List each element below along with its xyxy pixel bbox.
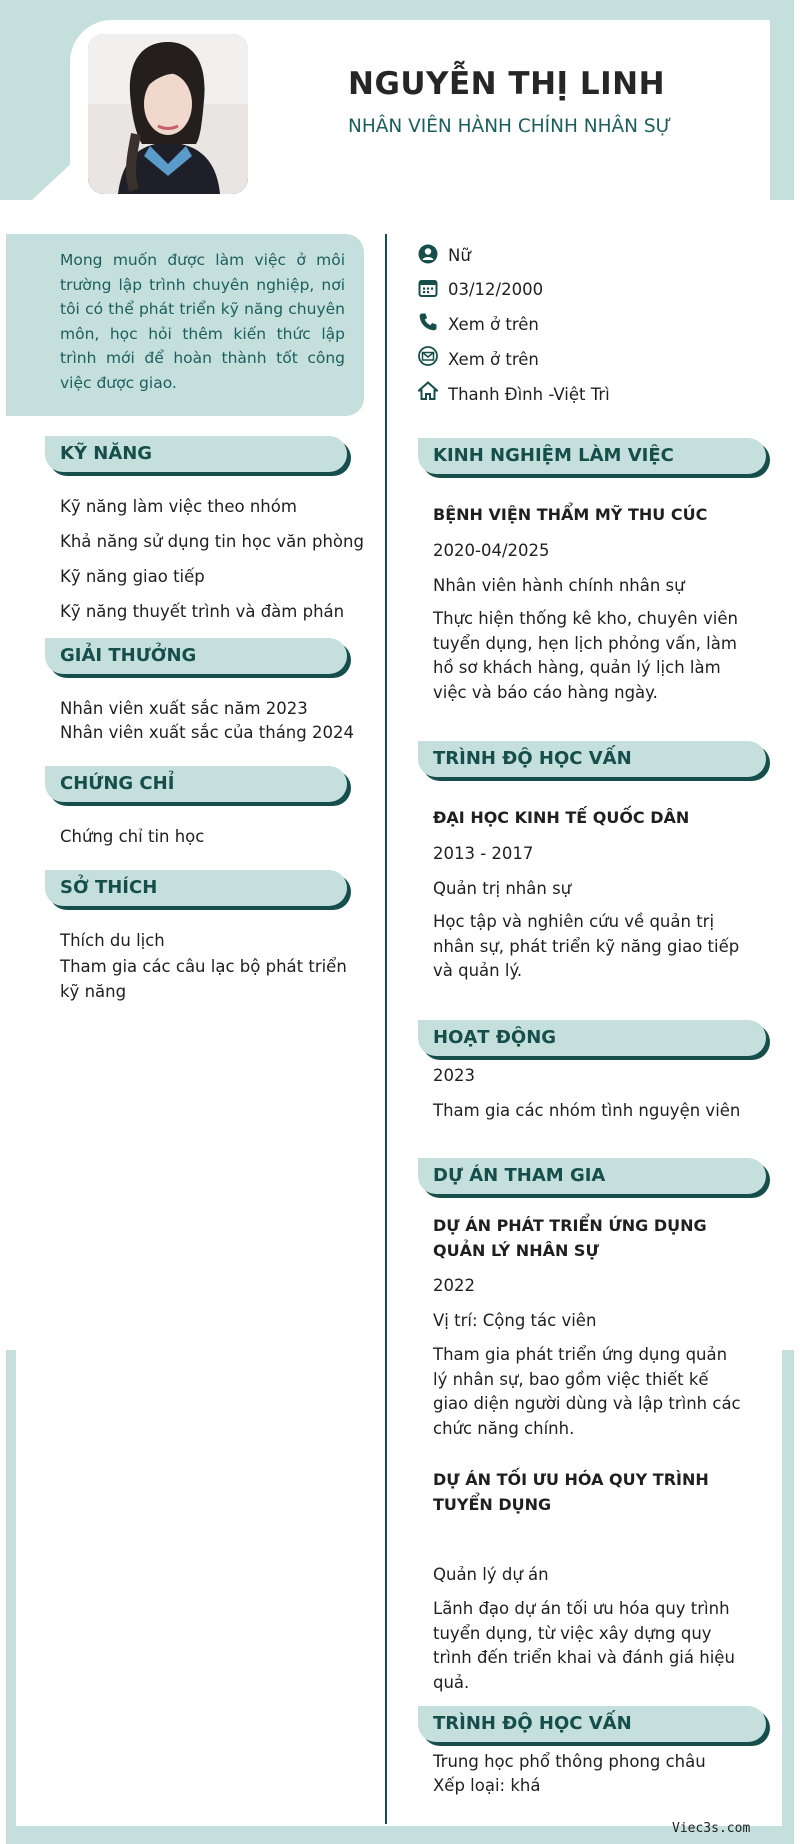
activity-description: Tham gia các nhóm tình nguyện viên [433,1101,741,1120]
education-period: 2013 - 2017 [433,844,534,863]
experience-company: BỆNH VIỆN THẨM MỸ THU CÚC [433,505,708,524]
career-objective: Mong muốn được làm việc ở môi trường lập trình chuyên nghiệp, nơi tôi có thể phát triển kỹ năng chuyên môn, học hỏi thêm kiến thức lập trình mới để hoàn thành tốt công việc được giao. [60,251,345,392]
watermark: Viec3s.com [672,1821,751,1836]
email-icon [418,346,438,366]
education-2-title: TRÌNH ĐỘ HỌC VẤN [433,1713,632,1734]
profile-photo [88,34,248,194]
frame-right-top [770,0,794,200]
experience-role: Nhân viên hành chính nhân sự [433,576,685,595]
activities-title: HOẠT ĐỘNG [433,1027,557,1048]
phone-icon [418,312,438,332]
education-2-school: Trung học phổ thông phong châu [433,1752,706,1771]
calendar-icon [418,278,438,298]
experience-period: 2020-04/2025 [433,541,550,560]
skill-item: Khả năng sử dụng tin học văn phòng [60,532,364,551]
award-item: Nhân viên xuất sắc năm 2023 [60,699,308,718]
address-value: Thanh Đình -Việt Trì [448,385,610,404]
experience-description: Thực hiện thống kê kho, chuyên viên tuyển dụng, hẹn lịch phỏng vấn, làm hồ sơ khách hàng, quản lý lịch làm việc và báo cáo hàng ngày. [433,609,738,702]
skill-item: Kỹ năng giao tiếp [60,567,205,586]
frame-left [6,1350,16,1830]
education-major: Quản trị nhân sự [433,879,572,898]
skills-title: KỸ NĂNG [60,443,153,464]
hobby-item: Thích du lịch [60,931,165,950]
project-2-name: DỰ ÁN TỐI ƯU HÓA QUY TRÌNH TUYỂN DỤNG [433,1470,709,1514]
frame-right [782,1350,794,1830]
phone-value: Xem ở trên [448,315,539,334]
projects-title: DỰ ÁN THAM GIA [433,1165,606,1186]
candidate-position: NHÂN VIÊN HÀNH CHÍNH NHÂN SỰ [348,116,672,137]
user-icon [418,244,438,264]
project-1-year: 2022 [433,1276,475,1295]
award-item: Nhân viên xuất sắc của tháng 2024 [60,723,354,742]
project-1-name: DỰ ÁN PHÁT TRIỂN ỨNG DỤNG QUẢN LÝ NHÂN SỰ [433,1216,707,1260]
column-divider [385,234,387,1824]
education-school: ĐẠI HỌC KINH TẾ QUỐC DÂN [433,808,690,827]
email-value: Xem ở trên [448,350,539,369]
awards-title: GIẢI THƯỞNG [60,645,197,666]
education-title: TRÌNH ĐỘ HỌC VẤN [433,748,632,769]
candidate-name: NGUYỄN THỊ LINH [348,66,666,102]
certificates-title: CHỨNG CHỈ [60,773,175,794]
experience-title: KINH NGHIỆM LÀM VIỆC [433,445,674,466]
hobbies-title: SỞ THÍCH [60,877,158,898]
skill-item: Kỹ năng thuyết trình và đàm phán [60,602,345,621]
skill-item: Kỹ năng làm việc theo nhóm [60,497,297,516]
gender-value: Nữ [448,246,471,265]
hobby-item: Tham gia các câu lạc bộ phát triển kỹ năng [60,957,347,1001]
dob-value: 03/12/2000 [448,280,544,299]
project-2-role: Quản lý dự án [433,1565,549,1584]
education-description: Học tập và nghiên cứu về quản trị nhân sự, phát triển kỹ năng giao tiếp và quản lý. [433,912,740,981]
project-2-description: Lãnh đạo dự án tối ưu hóa quy trình tuyển dụng, từ việc xây dựng quy trình đến triển khai và đánh giá hiệu quả. [433,1599,735,1692]
certificate-item: Chứng chỉ tin học [60,827,205,846]
project-1-description: Tham gia phát triển ứng dụng quản lý nhân sự, bao gồm việc thiết kế giao diện người dùng và lập trình các chức năng chính. [433,1345,741,1438]
home-icon [418,381,438,401]
project-1-role: Vị trí: Cộng tác viên [433,1311,597,1330]
education-2-grade: Xếp loại: khá [433,1776,541,1795]
activity-year: 2023 [433,1066,475,1085]
